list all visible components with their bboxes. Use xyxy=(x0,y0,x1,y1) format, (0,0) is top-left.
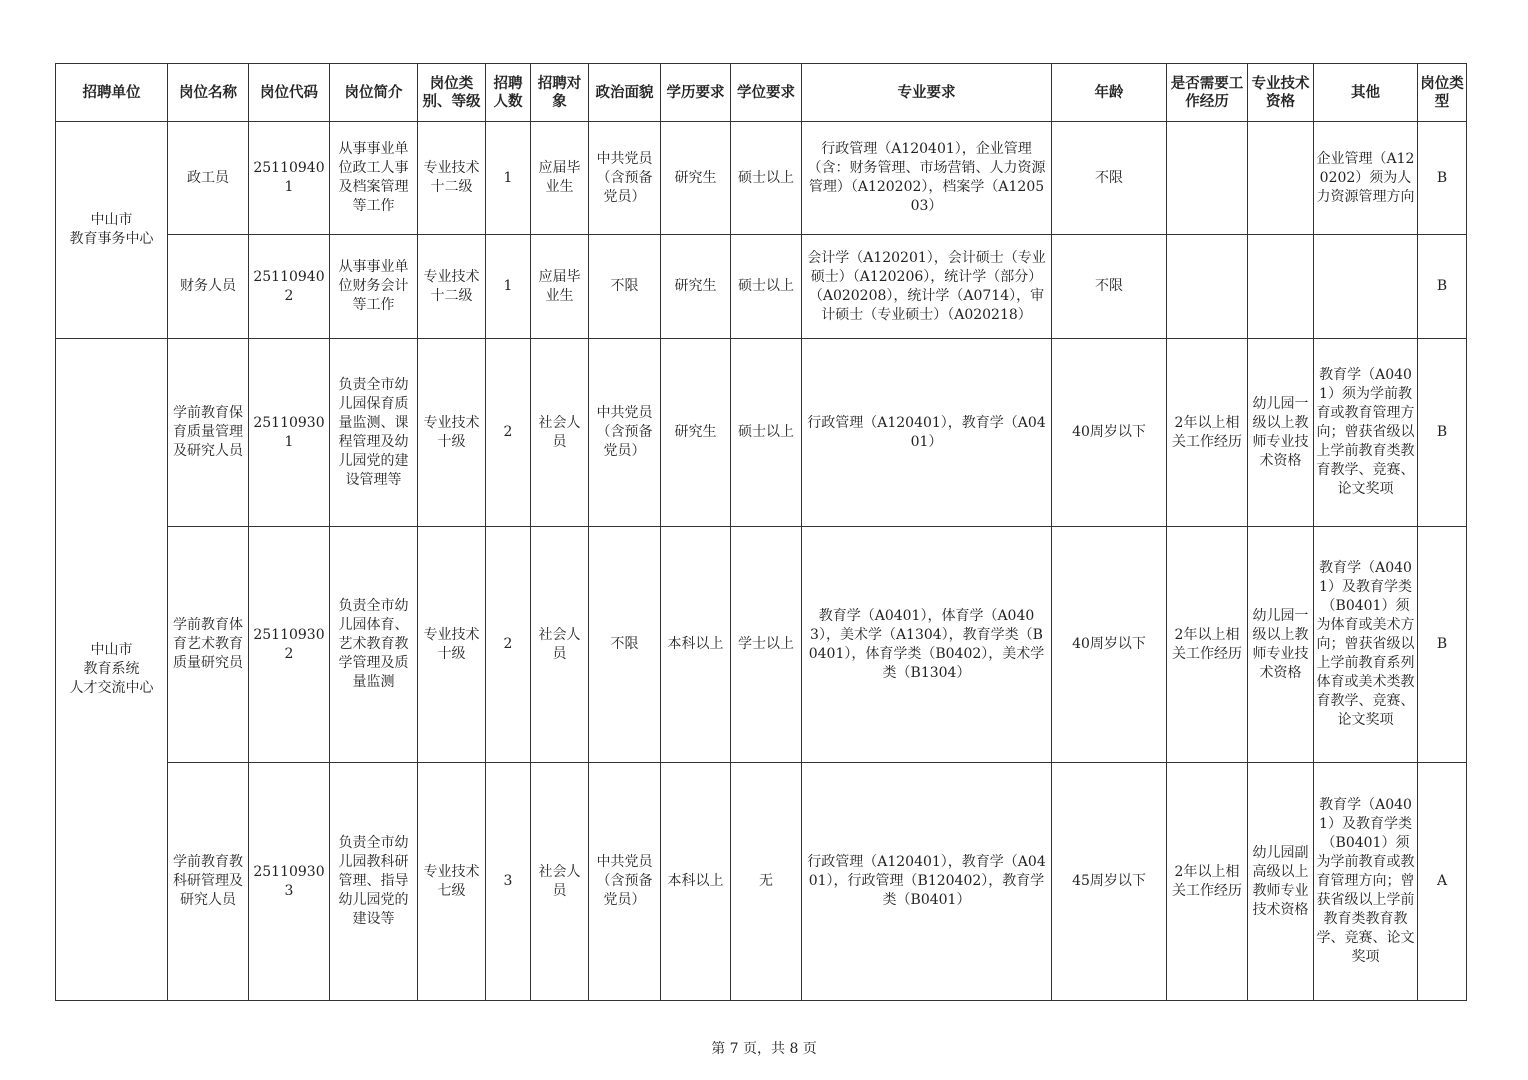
degree-cell: 硕士以上 xyxy=(731,235,802,339)
header-experience: 是否需要工作经历 xyxy=(1167,64,1248,122)
header-political: 政治面貌 xyxy=(589,64,661,122)
political-cell: 中共党员（含预备党员） xyxy=(589,763,661,1001)
type-cell: B xyxy=(1418,527,1467,763)
header-target: 招聘对象 xyxy=(531,64,589,122)
major-cell: 行政管理（A120401），教育学（A0401），行政管理（B120402），教育学类（B0401） xyxy=(802,763,1052,1001)
post-intro-cell: 负责全市幼儿园保育质量监测、课程管理及幼儿园党的建设管理等 xyxy=(330,339,418,527)
recruitment-table xyxy=(55,63,1467,1001)
education-cell: 本科以上 xyxy=(661,763,731,1001)
header-age: 年龄 xyxy=(1052,64,1167,122)
unit-cell: 中山市 教育系统 人才交流中心 xyxy=(56,339,168,1001)
page-number-footer: 第 7 页，共 8 页 xyxy=(711,1041,817,1057)
degree-cell: 学士以上 xyxy=(731,527,802,763)
experience-cell xyxy=(1167,122,1248,235)
major-cell: 行政管理（A120401），企业管理（含：财务管理、市场营销、人力资源管理）（A120202），档案学（A120503） xyxy=(802,122,1052,235)
degree-cell: 硕士以上 xyxy=(731,339,802,527)
age-cell: 不限 xyxy=(1052,235,1167,339)
header-post-intro: 岗位简介 xyxy=(330,64,418,122)
age-cell: 不限 xyxy=(1052,122,1167,235)
degree-cell: 无 xyxy=(731,763,802,1001)
other-cell: 教育学（A0401）及教育学类（B0401）须为体育或美术方向；曾获省级以上学前教育系列体育或美术类教育教学、竞赛、论文奖项 xyxy=(1314,527,1418,763)
type-cell: B xyxy=(1418,235,1467,339)
post-intro-cell: 负责全市幼儿园教科研管理、指导幼儿园党的建设等 xyxy=(330,763,418,1001)
post-name-cell: 财务人员 xyxy=(168,235,249,339)
post-code-cell: 251109402 xyxy=(249,235,330,339)
target-cell: 应届毕业生 xyxy=(531,235,589,339)
qualification-cell: 幼儿园一级以上教师专业技术资格 xyxy=(1248,339,1314,527)
post-code-cell: 251109301 xyxy=(249,339,330,527)
major-cell: 行政管理（A120401），教育学（A0401） xyxy=(802,339,1052,527)
table-row xyxy=(56,339,1467,527)
table-row xyxy=(56,235,1467,339)
other-cell: 教育学（A0401）及教育学类（B0401）须为学前教育或教育管理方向；曾获省级以上学前教育类教育教学、竞赛、论文奖项 xyxy=(1314,763,1418,1001)
type-cell: B xyxy=(1418,339,1467,527)
experience-cell xyxy=(1167,235,1248,339)
experience-cell: 2年以上相关工作经历 xyxy=(1167,339,1248,527)
category-cell: 专业技术七级 xyxy=(418,763,486,1001)
education-cell: 本科以上 xyxy=(661,527,731,763)
header-qualification: 专业技术资格 xyxy=(1248,64,1314,122)
count-cell: 1 xyxy=(486,235,531,339)
table-row xyxy=(56,527,1467,763)
post-code-cell: 251109302 xyxy=(249,527,330,763)
qualification-cell xyxy=(1248,122,1314,235)
political-cell: 不限 xyxy=(589,527,661,763)
count-cell: 2 xyxy=(486,527,531,763)
major-cell: 教育学（A0401），体育学（A0403），美术学（A1304），教育学类（B0401），体育学类（B0402），美术学类（B1304） xyxy=(802,527,1052,763)
header-type: 岗位类型 xyxy=(1418,64,1467,122)
post-code-cell: 251109303 xyxy=(249,763,330,1001)
category-cell: 专业技术十级 xyxy=(418,339,486,527)
header-major: 专业要求 xyxy=(802,64,1052,122)
age-cell: 40周岁以下 xyxy=(1052,339,1167,527)
other-cell: 教育学（A0401）须为学前教育或教育管理方向；曾获省级以上学前教育类教育教学、竞赛、论文奖项 xyxy=(1314,339,1418,527)
table-row xyxy=(56,122,1467,235)
header-unit: 招聘单位 xyxy=(56,64,168,122)
political-cell: 不限 xyxy=(589,235,661,339)
age-cell: 40周岁以下 xyxy=(1052,527,1167,763)
header-other: 其他 xyxy=(1314,64,1418,122)
count-cell: 3 xyxy=(486,763,531,1001)
target-cell: 社会人员 xyxy=(531,763,589,1001)
education-cell: 研究生 xyxy=(661,122,731,235)
target-cell: 社会人员 xyxy=(531,527,589,763)
experience-cell: 2年以上相关工作经历 xyxy=(1167,527,1248,763)
header-post-code: 岗位代码 xyxy=(249,64,330,122)
header-count: 招聘人数 xyxy=(486,64,531,122)
category-cell: 专业技术十级 xyxy=(418,527,486,763)
major-cell: 会计学（A120201），会计硕士（专业硕士）（A120206），统计学（部分）（A020208），统计学（A0714），审计硕士（专业硕士）（A020218） xyxy=(802,235,1052,339)
count-cell: 2 xyxy=(486,339,531,527)
header-row xyxy=(56,64,1467,122)
category-cell: 专业技术十二级 xyxy=(418,122,486,235)
other-cell xyxy=(1314,235,1418,339)
age-cell: 45周岁以下 xyxy=(1052,763,1167,1001)
target-cell: 应届毕业生 xyxy=(531,122,589,235)
count-cell: 1 xyxy=(486,122,531,235)
qualification-cell: 幼儿园副高级以上教师专业技术资格 xyxy=(1248,763,1314,1001)
type-cell: B xyxy=(1418,122,1467,235)
post-intro-cell: 负责全市幼儿园体育、艺术教育教学管理及质量监测 xyxy=(330,527,418,763)
other-cell: 企业管理（A120202）须为人力资源管理方向 xyxy=(1314,122,1418,235)
header-degree: 学位要求 xyxy=(731,64,802,122)
experience-cell: 2年以上相关工作经历 xyxy=(1167,763,1248,1001)
qualification-cell: 幼儿园一级以上教师专业技术资格 xyxy=(1248,527,1314,763)
post-intro-cell: 从事事业单位财务会计等工作 xyxy=(330,235,418,339)
type-cell: A xyxy=(1418,763,1467,1001)
post-name-cell: 学前教育体育艺术教育质量研究员 xyxy=(168,527,249,763)
header-post-name: 岗位名称 xyxy=(168,64,249,122)
degree-cell: 硕士以上 xyxy=(731,122,802,235)
category-cell: 专业技术十二级 xyxy=(418,235,486,339)
post-intro-cell: 从事事业单位政工人事及档案管理等工作 xyxy=(330,122,418,235)
unit-cell: 中山市 教育事务中心 xyxy=(56,122,168,339)
header-category: 岗位类别、等级 xyxy=(418,64,486,122)
table-row xyxy=(56,763,1467,1001)
post-name-cell: 学前教育保育质量管理及研究人员 xyxy=(168,339,249,527)
education-cell: 研究生 xyxy=(661,339,731,527)
post-name-cell: 政工员 xyxy=(168,122,249,235)
post-code-cell: 251109401 xyxy=(249,122,330,235)
political-cell: 中共党员（含预备党员） xyxy=(589,339,661,527)
target-cell: 社会人员 xyxy=(531,339,589,527)
qualification-cell xyxy=(1248,235,1314,339)
education-cell: 研究生 xyxy=(661,235,731,339)
political-cell: 中共党员（含预备党员） xyxy=(589,122,661,235)
header-education: 学历要求 xyxy=(661,64,731,122)
post-name-cell: 学前教育教科研管理及研究人员 xyxy=(168,763,249,1001)
